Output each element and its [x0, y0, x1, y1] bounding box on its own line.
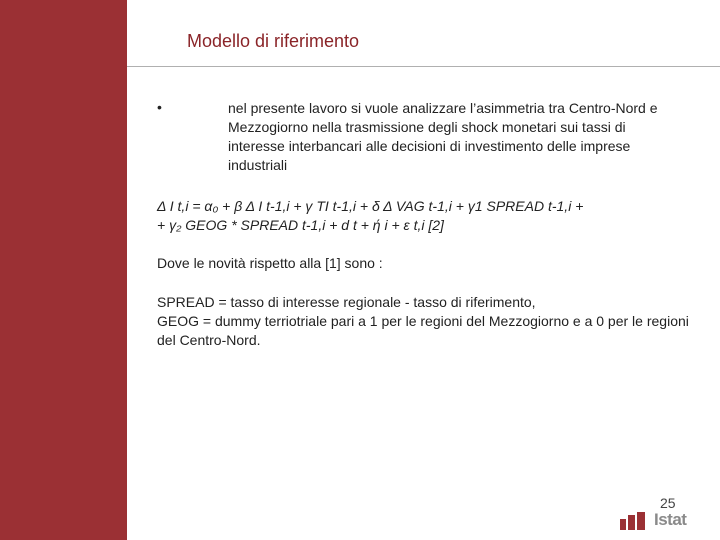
istat-logo-wordmark: Istat [654, 510, 687, 529]
title-divider [127, 66, 720, 67]
definition-spread: SPREAD = tasso di interesse regionale - tasso di riferimento, [157, 294, 536, 310]
model-formula [157, 197, 697, 235]
istat-logo-icon [620, 512, 650, 530]
variable-definitions [157, 293, 697, 350]
formula-line-2: + γ₂ GEOG * SPREAD t-1,i + d t + ή i + ε t,i [2] [157, 217, 444, 233]
left-sidebar-band [0, 0, 127, 540]
page-number: 25 [660, 495, 676, 511]
bullet-text: nel presente lavoro si vuole analizzare l’asimmetria tra Centro-Nord e Mezzogiorno nella trasmissione degli shock monetari sui tassi di interesse interbancari alle decisioni di investimento delle imprese industriali [228, 100, 658, 173]
slide-title: Modello di riferimento [187, 31, 360, 51]
definition-geog: GEOG = dummy terriotriale pari a 1 per le regioni del Mezzogiorno e a 0 per le regioni del Centro-Nord. [157, 313, 689, 348]
bullet-marker: • [157, 99, 162, 115]
istat-logo [620, 510, 690, 530]
formula-line-1: Δ I t,i = α₀ + β Δ I t-1,i + γ TI t-1,i + δ Δ VAG t-1,i + γ1 SPREAD t-1,i + [157, 198, 584, 214]
novelty-note: Dove le novità rispetto alla [1] sono : [157, 255, 383, 271]
